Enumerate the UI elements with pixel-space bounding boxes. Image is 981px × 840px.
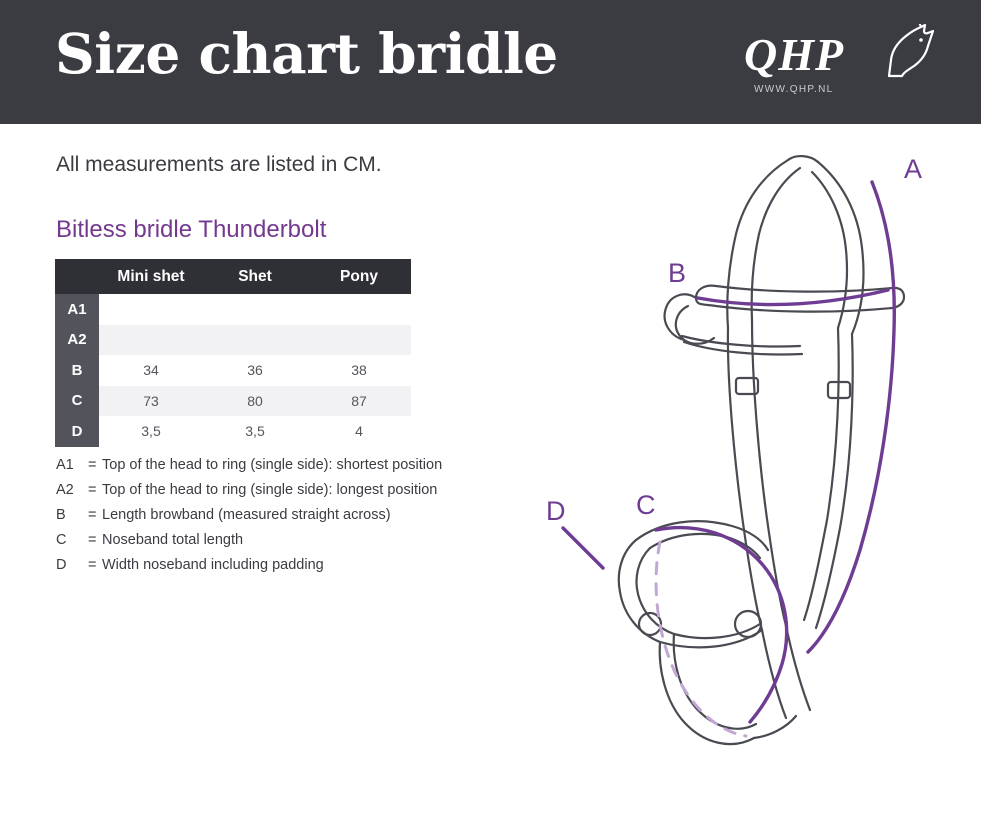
size-table-wrapper bbox=[55, 259, 411, 447]
cell-b-shet: 36 bbox=[203, 355, 307, 386]
bridle-drawing bbox=[500, 130, 981, 830]
table-header-mini-shet: Mini shet bbox=[99, 259, 203, 294]
cell-a2-mini-shet bbox=[99, 325, 203, 356]
cell-a2-shet bbox=[203, 325, 307, 356]
legend-text-a1: Top of the head to ring (single side): shortest position bbox=[102, 457, 443, 473]
measurement-note: All measurements are listed in CM. bbox=[56, 153, 382, 176]
legend-key-d: D bbox=[56, 557, 67, 573]
legend-key-a2: A2 bbox=[56, 482, 74, 498]
cell-d-pony: 4 bbox=[307, 416, 411, 447]
legend-eq-a1: = bbox=[88, 457, 97, 473]
table-header-row bbox=[55, 259, 411, 294]
cell-a1-shet bbox=[203, 294, 307, 325]
legend-text-c: Noseband total length bbox=[102, 532, 244, 548]
table-header-corner bbox=[55, 259, 99, 294]
cell-c-shet: 80 bbox=[203, 386, 307, 417]
cell-a2-pony bbox=[307, 325, 411, 356]
legend-item-a2 bbox=[56, 478, 526, 503]
legend-key-a1: A1 bbox=[56, 457, 74, 473]
row-label-d: D bbox=[55, 416, 99, 447]
logo-wordmark: QHP bbox=[744, 29, 845, 80]
table-row bbox=[55, 386, 411, 417]
label-a: A bbox=[904, 154, 923, 184]
cell-d-mini-shet: 3,5 bbox=[99, 416, 203, 447]
legend-eq-b: = bbox=[88, 507, 97, 523]
table-row bbox=[55, 294, 411, 325]
table-row bbox=[55, 355, 411, 386]
cell-a1-mini-shet bbox=[99, 294, 203, 325]
size-table-body bbox=[55, 294, 411, 447]
table-row bbox=[55, 325, 411, 356]
label-c: C bbox=[636, 490, 656, 520]
brand-logo bbox=[744, 28, 939, 100]
size-table-head bbox=[55, 259, 411, 294]
product-title: Bitless bridle Thunderbolt bbox=[56, 216, 327, 243]
page-title: Size chart bridle bbox=[55, 21, 558, 86]
horse-head-icon bbox=[869, 24, 939, 89]
row-label-b: B bbox=[55, 355, 99, 386]
row-label-a2: A2 bbox=[55, 325, 99, 356]
legend-item-d bbox=[56, 553, 526, 578]
legend-eq-c: = bbox=[88, 532, 97, 548]
table-header-pony: Pony bbox=[307, 259, 411, 294]
table-row bbox=[55, 416, 411, 447]
cell-b-mini-shet: 34 bbox=[99, 355, 203, 386]
cell-c-mini-shet: 73 bbox=[99, 386, 203, 417]
legend-item-c bbox=[56, 528, 526, 553]
legend-eq-d: = bbox=[88, 557, 97, 573]
label-b: B bbox=[668, 258, 687, 288]
legend-item-b bbox=[56, 503, 526, 528]
page-header bbox=[0, 0, 981, 124]
legend-text-b: Length browband (measured straight across) bbox=[102, 507, 391, 523]
row-label-c: C bbox=[55, 386, 99, 417]
label-d: D bbox=[546, 496, 566, 526]
legend-text-d: Width noseband including padding bbox=[102, 557, 324, 573]
cell-a1-pony bbox=[307, 294, 411, 325]
legend-eq-a2: = bbox=[88, 482, 97, 498]
legend-text-a2: Top of the head to ring (single side): longest position bbox=[102, 482, 438, 498]
bridle-illustration bbox=[500, 130, 981, 830]
table-header-shet: Shet bbox=[203, 259, 307, 294]
legend-key-b: B bbox=[56, 507, 66, 523]
row-label-a1: A1 bbox=[55, 294, 99, 325]
legend-item-a1 bbox=[56, 453, 526, 478]
cell-c-pony: 87 bbox=[307, 386, 411, 417]
cell-d-shet: 3,5 bbox=[203, 416, 307, 447]
legend bbox=[56, 453, 526, 578]
size-table bbox=[55, 259, 411, 447]
logo-url: WWW.QHP.NL bbox=[754, 84, 834, 95]
legend-key-c: C bbox=[56, 532, 67, 548]
cell-b-pony: 38 bbox=[307, 355, 411, 386]
